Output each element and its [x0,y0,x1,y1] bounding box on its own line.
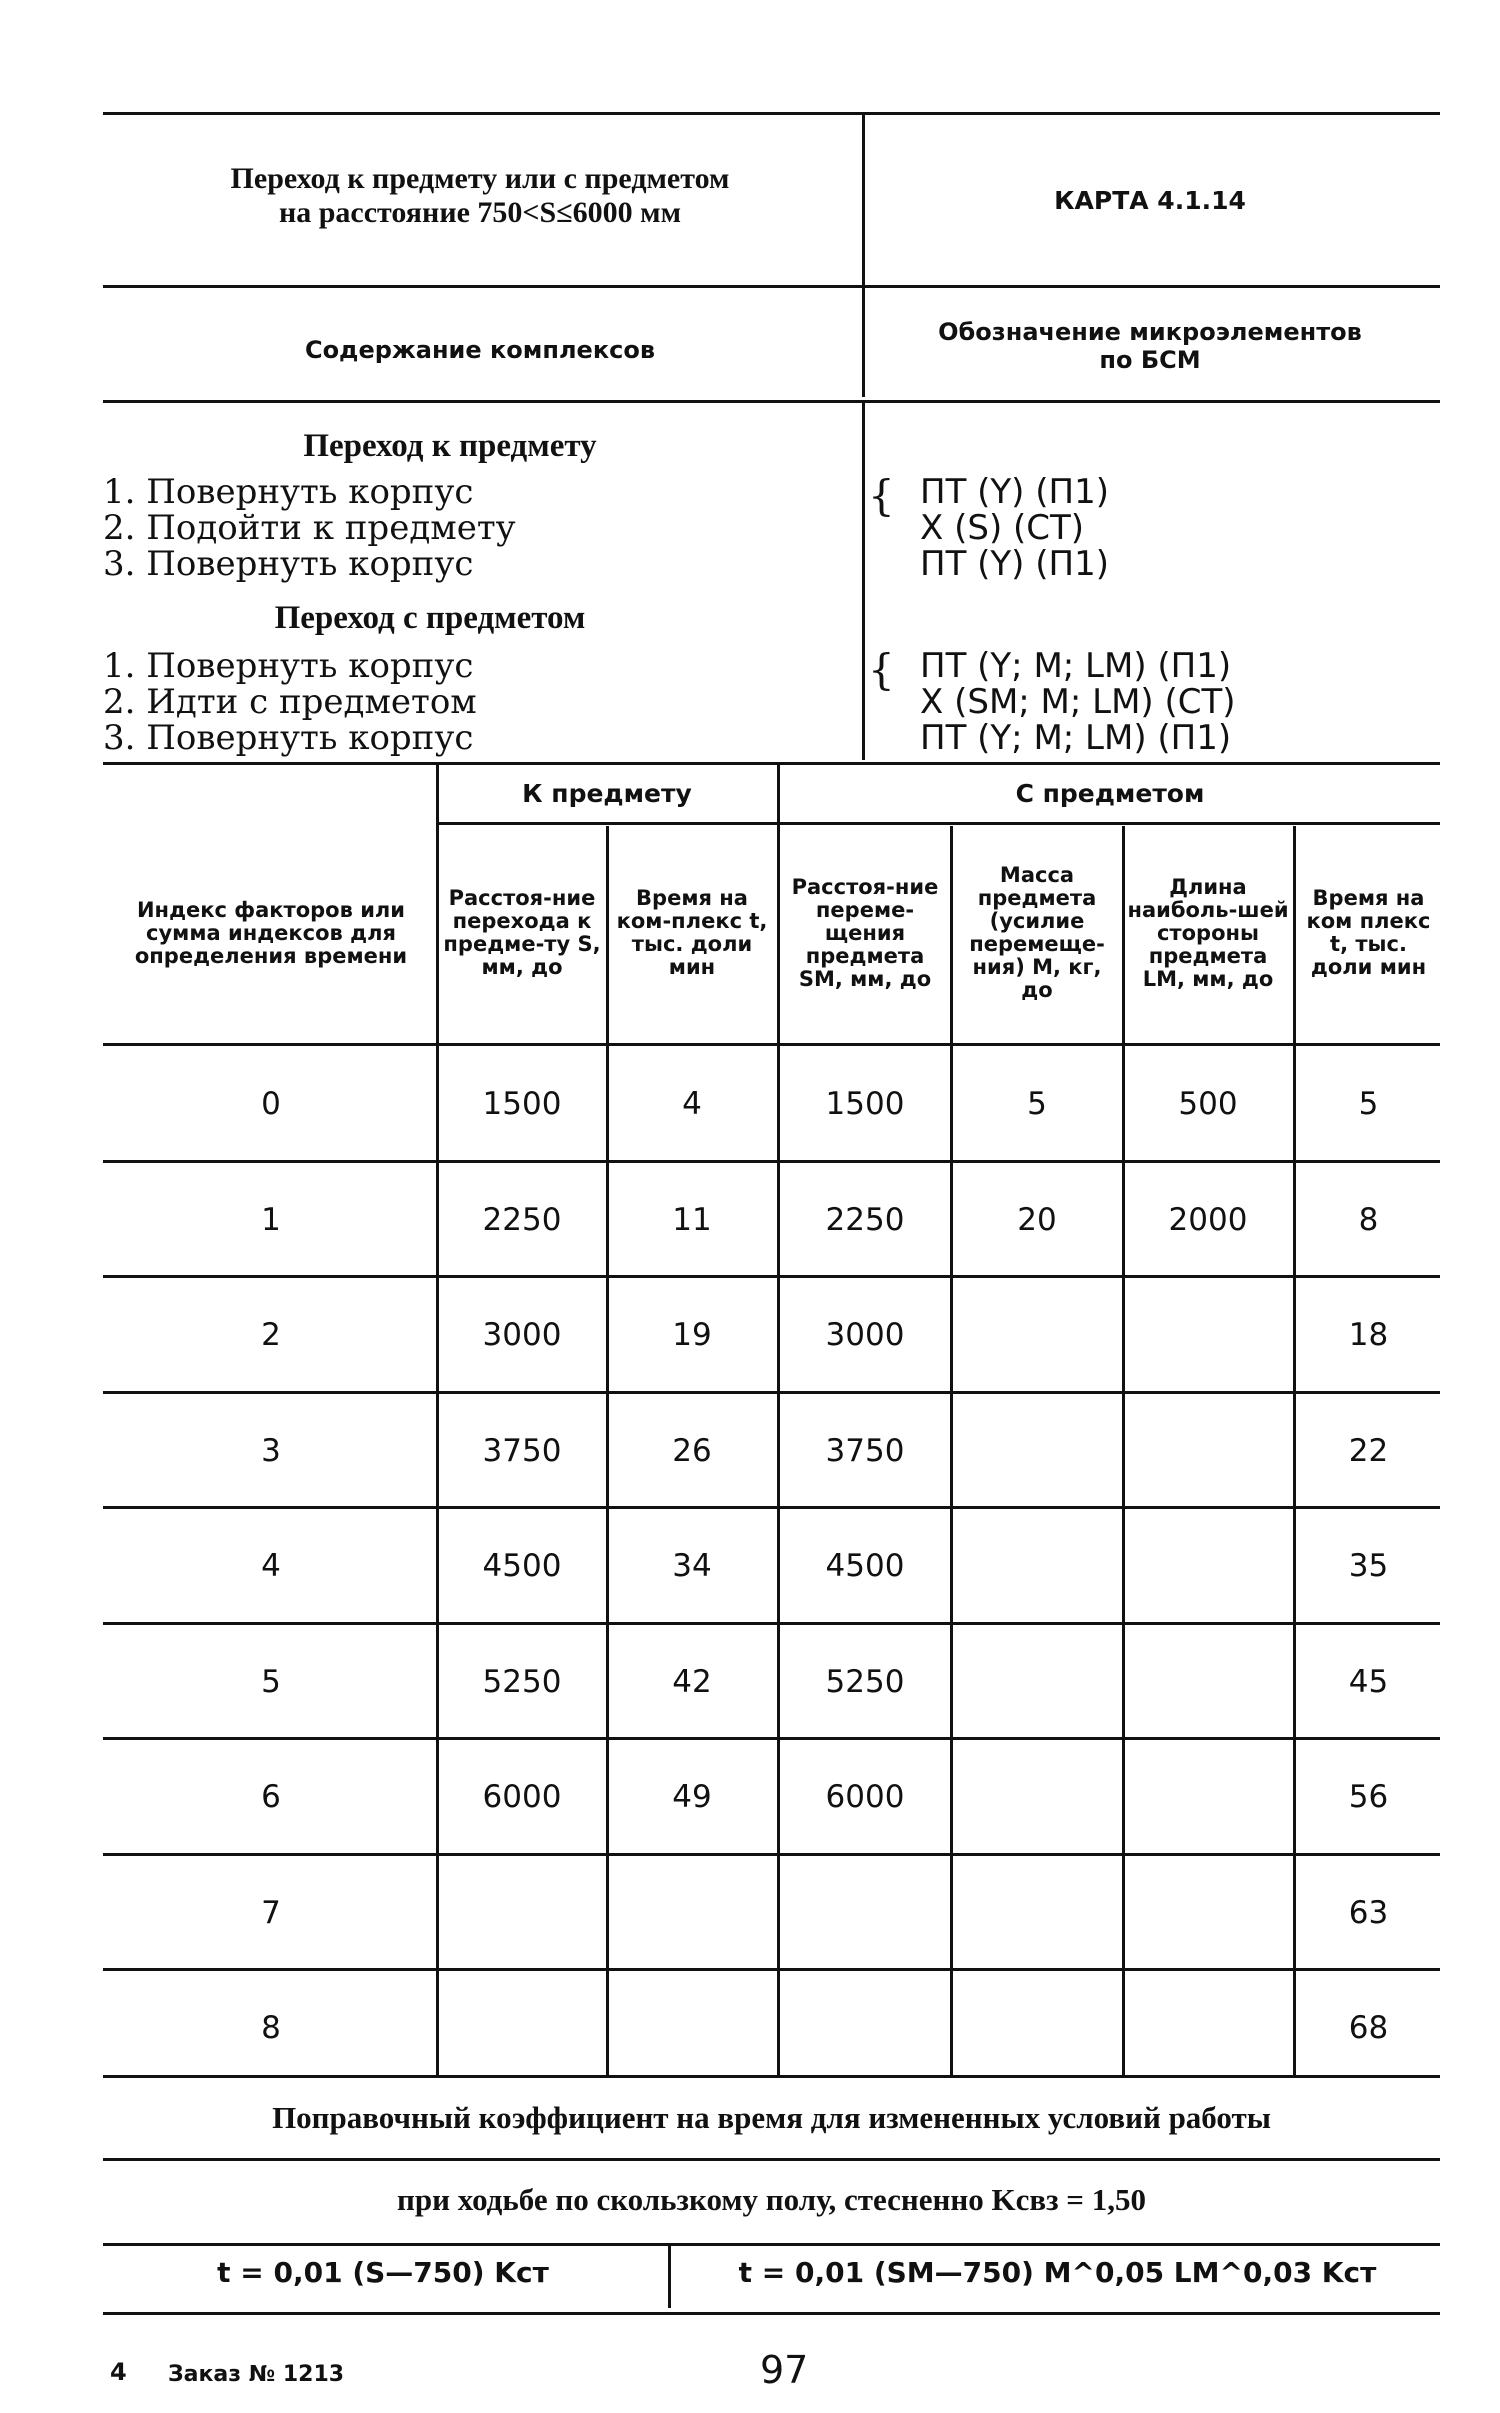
table-cell [611,1855,773,1971]
table-cell [954,1624,1120,1740]
table-cell: 34 [672,1548,712,1584]
table-cell: 4 [261,1548,281,1584]
table-cell [1126,1624,1290,1740]
row-rule [103,1622,1440,1625]
table-cell [442,1970,602,2086]
col-index-header: Индекс факторов или сумма индексов для определения времени [134,897,408,968]
formula-bottom-rule [103,2312,1440,2315]
group-to-heading: К предмету [522,778,692,808]
table-cell: 68 [1348,2010,1389,2046]
table-cell: 6 [261,1779,281,1815]
col-sm-header: Расстоя-ние переме-щения предмета SM, мм, до [791,874,939,991]
rule-3 [103,400,1440,403]
table-cell: 2250 [482,1202,562,1238]
grid-vline [950,826,953,2075]
table-cell: 8 [1358,1202,1379,1238]
table-cell: 2250 [825,1202,905,1238]
table-cell: 49 [672,1779,712,1815]
col-t1-header: Время на ком-плекс t, тыс. доли мин [616,886,768,979]
table-cell: 4 [682,1086,702,1122]
table-cell: 4500 [825,1548,905,1584]
correction-condition: при ходьбе по скользкому полу, стесненно Kсвз = 1,50 [397,2182,1146,2217]
grid-vline [436,765,439,2075]
table-cell [1126,1855,1290,1971]
table-cell: 1 [261,1202,281,1238]
table-cell: 7 [261,1895,281,1931]
table-cell: 63 [1348,1895,1389,1931]
designation-heading [880,318,1420,374]
table-cell [954,1970,1120,2086]
table-cell: 19 [672,1317,712,1353]
table-cell [783,1970,947,2086]
group-to-rule [437,822,777,825]
table-cell: 6000 [482,1779,562,1815]
table-cell [1126,1393,1290,1509]
grid-vline [1293,826,1296,2075]
table-cell: 11 [672,1202,712,1238]
section-divider [862,400,865,760]
row-rule [103,1160,1440,1163]
code-item: ПТ (Y) (П1) [920,544,1109,584]
code-item: ПТ (Y) (П1) [920,472,1109,512]
row-rule [103,1853,1440,1856]
section-with-codes [920,648,1440,756]
section-with-title: Переход с предметом [274,600,586,636]
designation-line-1: Обозначение микроэлементов [938,318,1362,346]
col-t2-header: Время на ком плекс t, тыс. доли мин [1306,886,1431,979]
group-with-rule [780,822,1440,825]
section-to-codes [920,474,1420,582]
table-cell: 3000 [482,1317,562,1353]
footer-left-number: 4 [110,2358,127,2386]
formula-right: t = 0,01 (SM—750) M^0,05 LM^0,03 Kст [738,2256,1377,2289]
list-item: 2. Подойти к предмету [103,508,516,548]
page-title [120,162,840,230]
table-cell: 45 [1348,1664,1389,1700]
grid-vline [777,765,780,2075]
table-cell [954,1277,1120,1393]
code-item: ПТ (Y; M; LM) (П1) [920,646,1232,686]
row-rule [103,1391,1440,1394]
table-cell: 20 [1017,1202,1057,1238]
table-cell: 0 [261,1086,281,1122]
designation-line-2: по БСМ [1099,346,1201,374]
card-number: КАРТА 4.1.14 [1054,186,1246,215]
list-item: 3. Повернуть корпус [103,544,474,584]
col-s-header: Расстоя-ние перехода к предме-ту S, мм, до [443,886,601,979]
table-cell [442,1855,602,1971]
table-cell: 56 [1348,1779,1389,1815]
left-brace-icon: { [868,645,895,694]
table-cell: 5 [1358,1086,1379,1122]
col-m-header: Масса предмета (усилие перемеще-ния) M, кг, до [969,863,1105,1002]
section-with-list [103,648,803,756]
correction-rule [103,2158,1440,2161]
table-cell: 5250 [825,1664,905,1700]
table-cell: 6000 [825,1779,905,1815]
table-cell [783,1855,947,1971]
table-cell: 4500 [482,1548,562,1584]
table-cell: 500 [1178,1086,1238,1122]
table-cell: 3000 [825,1317,905,1353]
list-item: 3. Повернуть корпус [103,718,474,758]
code-item: X (S) (СТ) [920,508,1085,548]
section-to-list [103,474,803,582]
table-bottom-rule [103,2075,1440,2078]
table-cell: 1500 [825,1086,905,1122]
row-rule [103,1968,1440,1971]
list-item: 1. Повернуть корпус [103,646,474,686]
row-rule [103,1506,1440,1509]
table-cell [1126,1739,1290,1855]
contents-heading: Содержание комплексов [304,336,656,364]
grid-vline [606,826,609,2075]
formula-top-rule [103,2243,1440,2246]
table-cell: 8 [261,2010,281,2046]
grid-vline [1122,826,1125,2075]
table-cell: 3 [261,1433,281,1469]
formula-divider [668,2246,671,2308]
table-cell: 3750 [825,1433,905,1469]
row-rule [103,1275,1440,1278]
footer-order: Заказ № 1213 [168,2362,345,2387]
left-brace-icon: { [868,471,895,520]
header-divider [862,112,865,397]
table-cell: 22 [1348,1433,1389,1469]
list-item: 2. Идти с предметом [103,682,477,722]
table-cell: 3750 [482,1433,562,1469]
table-cell [954,1855,1120,1971]
table-cell: 5 [1027,1086,1047,1122]
rule-2 [103,285,1440,288]
table-cell [1126,1970,1290,2086]
table-cell: 5 [261,1664,281,1700]
table-cell: 42 [672,1664,712,1700]
code-item: X (SM; M; LM) (СТ) [920,682,1236,722]
top-rule [103,112,1440,115]
title-line-2: на расстояние 750<S≤6000 мм [278,196,682,229]
table-cell: 1500 [482,1086,562,1122]
table-cell [954,1508,1120,1624]
table-cell: 35 [1348,1548,1389,1584]
page-number: 97 [760,2348,809,2392]
table-cell [954,1393,1120,1509]
table-cell: 5250 [482,1664,562,1700]
correction-title: Поправочный коэффициент на время для измененных условий работы [272,2100,1271,2135]
table-cell [954,1739,1120,1855]
formula-left: t = 0,01 (S—750) Kст [217,2256,549,2289]
table-cell [1126,1277,1290,1393]
col-lm-header: Длина наиболь-шей стороны предмета LM, мм, до [1127,874,1289,991]
list-item: 1. Повернуть корпус [103,472,474,512]
code-item: ПТ (Y; M; LM) (П1) [920,718,1232,758]
row-rule [103,1737,1440,1740]
table-cell: 2 [261,1317,281,1353]
table-cell: 2000 [1168,1202,1248,1238]
title-line-1: Переход к предмету или с предметом [230,162,730,195]
table-cell [611,1970,773,2086]
section-to-title: Переход к предмету [303,428,597,464]
table-cell [1126,1508,1290,1624]
group-with-heading: С предметом [1015,778,1205,808]
table-cell: 18 [1348,1317,1389,1353]
table-cell: 26 [672,1433,712,1469]
